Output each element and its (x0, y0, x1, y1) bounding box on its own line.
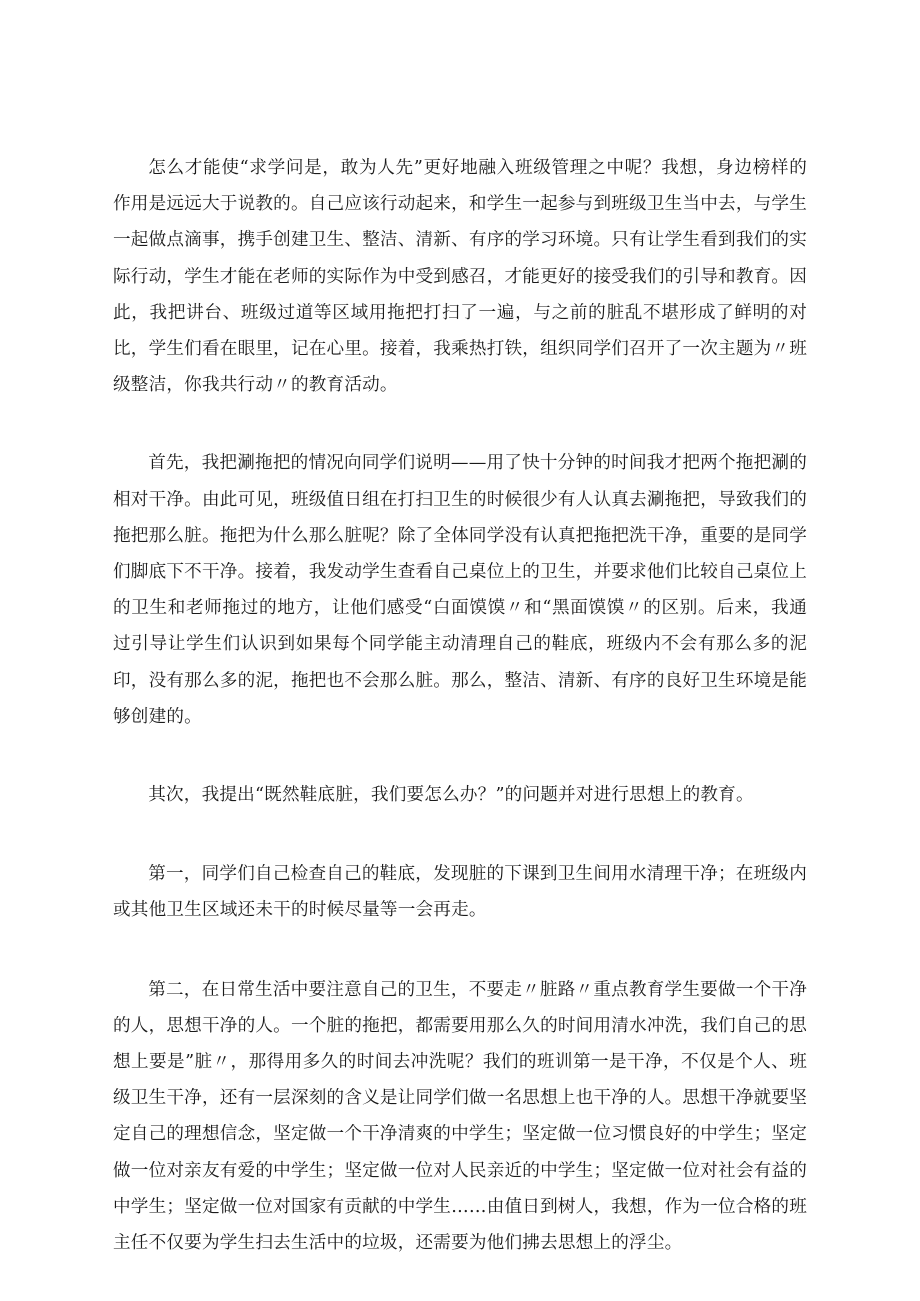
document-body (113, 150, 807, 1261)
paragraph-second-question: 其次，我提出“既然鞋底脏，我们要怎么办？”的问题并对进行思想上的教育。 (148, 785, 754, 806)
paragraph-point-two: 第二，在日常生活中要注意自己的卫生，不要走〃脏路〃重点教育学生要做一个干净的人，思想干净的人。一个脏的拖把，都需要用那么久的时间用清水冲洗，我们自己的思想上要是”脏〃，那得用多久的时间去冲洗呢？我们的班训第一是干净，不仅是个人、班级卫生干净，还有一层深刻的含义是让同学们做一名思想上也干净的人。思想干净就要坚定自己的理想信念，坚定做一个干净清爽的中学生；坚定做一位习惯良好的中学生；坚定做一位对亲友有爱的中学生；坚定做一位对人民亲近的中学生；坚定做一位对社会有益的中学生；坚定做一位对国家有贡献的中学生……由值日到树人，我想，作为一位合格的班主任不仅要为学生扫去生活中的垃圾，还需要为他们拂去思想上的浮尘。 (113, 979, 807, 1254)
paragraph-role-model: 怎么才能使“求学问是，敢为人先”更好地融入班级管理之中呢？我想，身边榜样的作用是远远大于说教的。自己应该行动起来，和学生一起参与到班级卫生当中去，与学生一起做点滴事，携手创建卫生、整洁、清新、有序的学习环境。只有让学生看到我们的实际行动，学生才能在老师的实际作为中受到感召，才能更好的接受我们的引导和教育。因此，我把讲台、班级过道等区域用拖把打扫了一遍，与之前的脏乱不堪形成了鲜明的对比，学生们看在眼里，记在心里。接着，我乘热打铁，组织同学们召开了一次主题为〃班级整洁，你我共行动〃的教育活动。 (113, 158, 807, 396)
paragraph-point-one: 第一，同学们自己检查自己的鞋底，发现脏的下课到卫生间用水清理干净；在班级内或其他卫生区域还未干的时候尽量等一会再走。 (113, 864, 807, 921)
paragraph-first-mop: 首先，我把涮拖把的情况向同学们说明——用了快十分钟的时间我才把两个拖把涮的相对干净。由此可见，班级值日组在打扫卫生的时候很少有人认真去涮拖把，导致我们的拖把那么脏。拖把为什么那么脏呢？除了全体同学没有认真把拖把洗干净，重要的是同学们脚底下不干净。接着，我发动学生查看自己桌位上的卫生，并要求他们比较自己桌位上的卫生和老师拖过的地方，让他们感受“白面馍馍〃和“黑面馍馍〃的区别。后来，我通过引导让学生们认识到如果每个同学能主动清理自己的鞋底，班级内不会有那么多的泥印，没有那么多的泥，拖把也不会那么脏。那么，整洁、清新、有序的良好卫生环境是能够创建的。 (113, 453, 807, 727)
